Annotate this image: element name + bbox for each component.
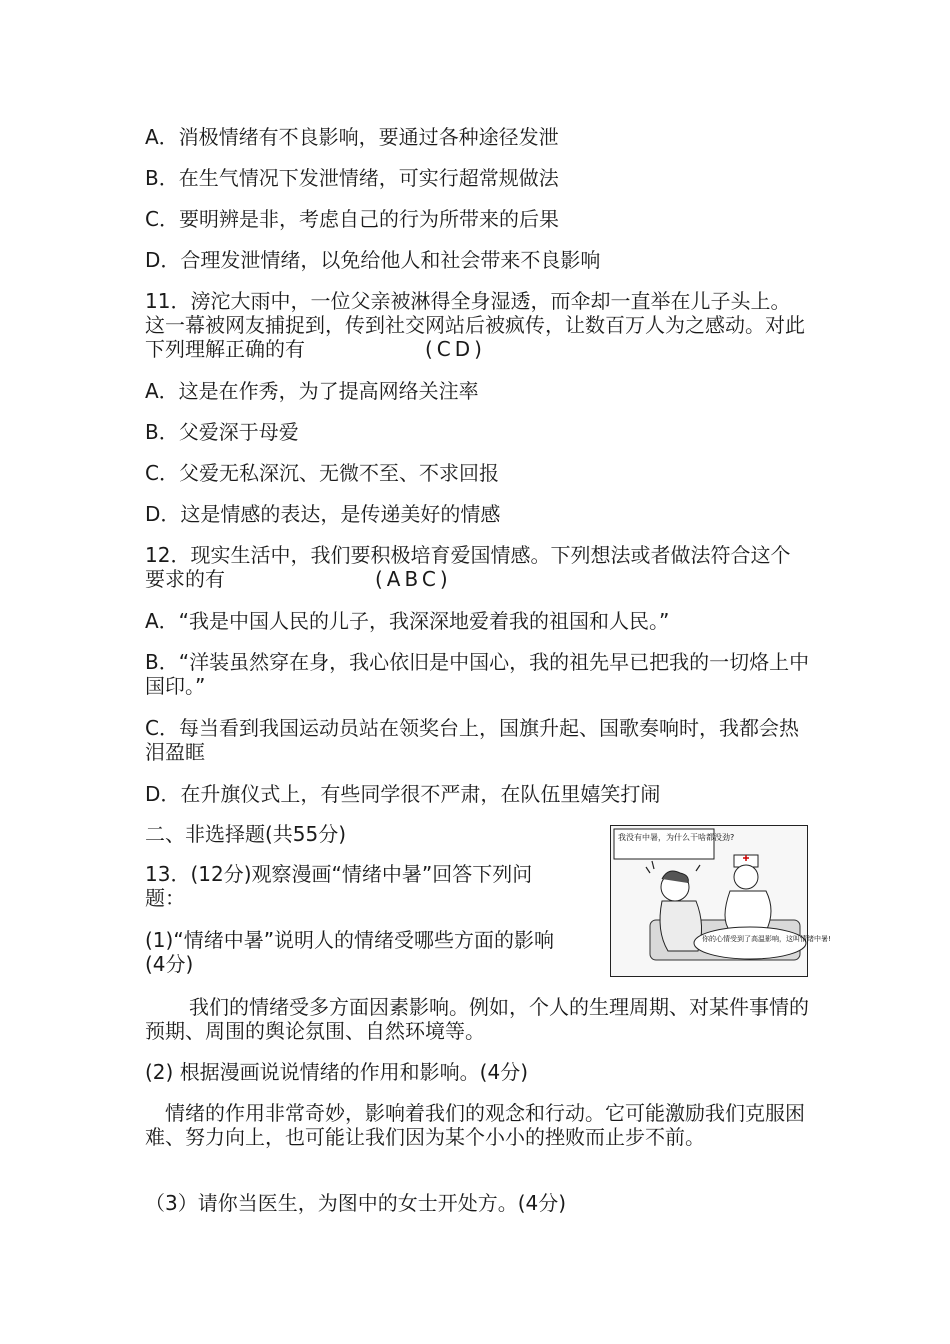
q11-option-d: D．这是情感的表达，是传递美好的情感 [145,502,501,526]
q12-option-d: D．在升旗仪式上，有些同学很不严肃，在队伍里嬉笑打闹 [145,782,661,806]
q10-option-a: A．消极情绪有不良影响，要通过各种途径发泄 [145,125,559,149]
doctor-speech-bubble [694,927,806,959]
q12-option-c: C．每当看到我国运动员站在领奖台上，国旗升起、国歌奏响时，我都会热泪盈眶 [145,716,799,764]
q12-option-b: B．“洋装虽然穿在身，我心依旧是中国心，我的祖先早已把我的一切烙上中国印。” [145,650,810,698]
q10-option-d: D．合理发泄情绪，以免给他人和社会带来不良影响 [145,248,601,272]
doctor-head [734,865,758,889]
doctor-bubble-text: 你的心情受到了高温影响，这叫情绪中暑! [702,935,831,943]
section2-heading: 二、非选择题(共55分) [145,822,347,846]
emotion-heatstroke-cartoon [610,825,831,977]
q10-option-c: C．要明辨是非，考虑自己的行为所带来的后果 [145,207,559,231]
q11-option-c: C．父爱无私深沉、无微不至、不求回报 [145,461,499,485]
patient-bubble-text: 我没有中暑，为什么干啥都没劲? [618,833,735,842]
q13-sub2: (2) 根据漫画说说情绪的作用和影响。(4分) [145,1060,529,1084]
q13-sub3: （3）请你当医生，为图中的女士开处方。(4分) [145,1191,567,1215]
q11-answer: (CD) [425,337,486,361]
q13-answer1: 我们的情绪受多方面因素影响。例如，个人的生理周期、对某件事情的预期、周围的舆论氛围、自然环境等。 [145,995,809,1043]
q12-stem-text: 12．现实生活中，我们要积极培育爱国情感。下列想法或者做法符合这个要求的有 [145,543,791,591]
q13-stem: 13．(12分)观察漫画“情绪中暑”回答下列问题： [145,862,533,910]
q11-option-a: A．这是在作秀，为了提高网络关注率 [145,379,479,403]
q13-answer2: 情绪的作用非常奇妙，影响着我们的观念和行动。它可能激励我们克服困难、努力向上，也可能让我们因为某个小小的挫败而止步不前。 [145,1101,805,1149]
q11-stem [145,289,810,361]
q10-option-b: B．在生气情况下发泄情绪，可实行超常规做法 [145,166,559,190]
q12-stem [145,543,810,591]
q12-option-a: A．“我是中国人民的儿子，我深深地爱着我的祖国和人民。” [145,609,670,633]
q12-answer: (ABC) [375,567,452,591]
doctor-body [725,891,771,931]
q11-option-b: B．父爱深于母爱 [145,420,299,444]
q11-stem-text: 11．滂沱大雨中，一位父亲被淋得全身湿透，而伞却一直举在儿子头上。这一幕被网友捕捉到，传到社交网站后被疯传，让数百万人为之感动。对此下列理解正确的有 [145,289,805,361]
q13-sub1: (1)“情绪中暑”说明人的情绪受哪些方面的影响(4分) [145,928,555,976]
